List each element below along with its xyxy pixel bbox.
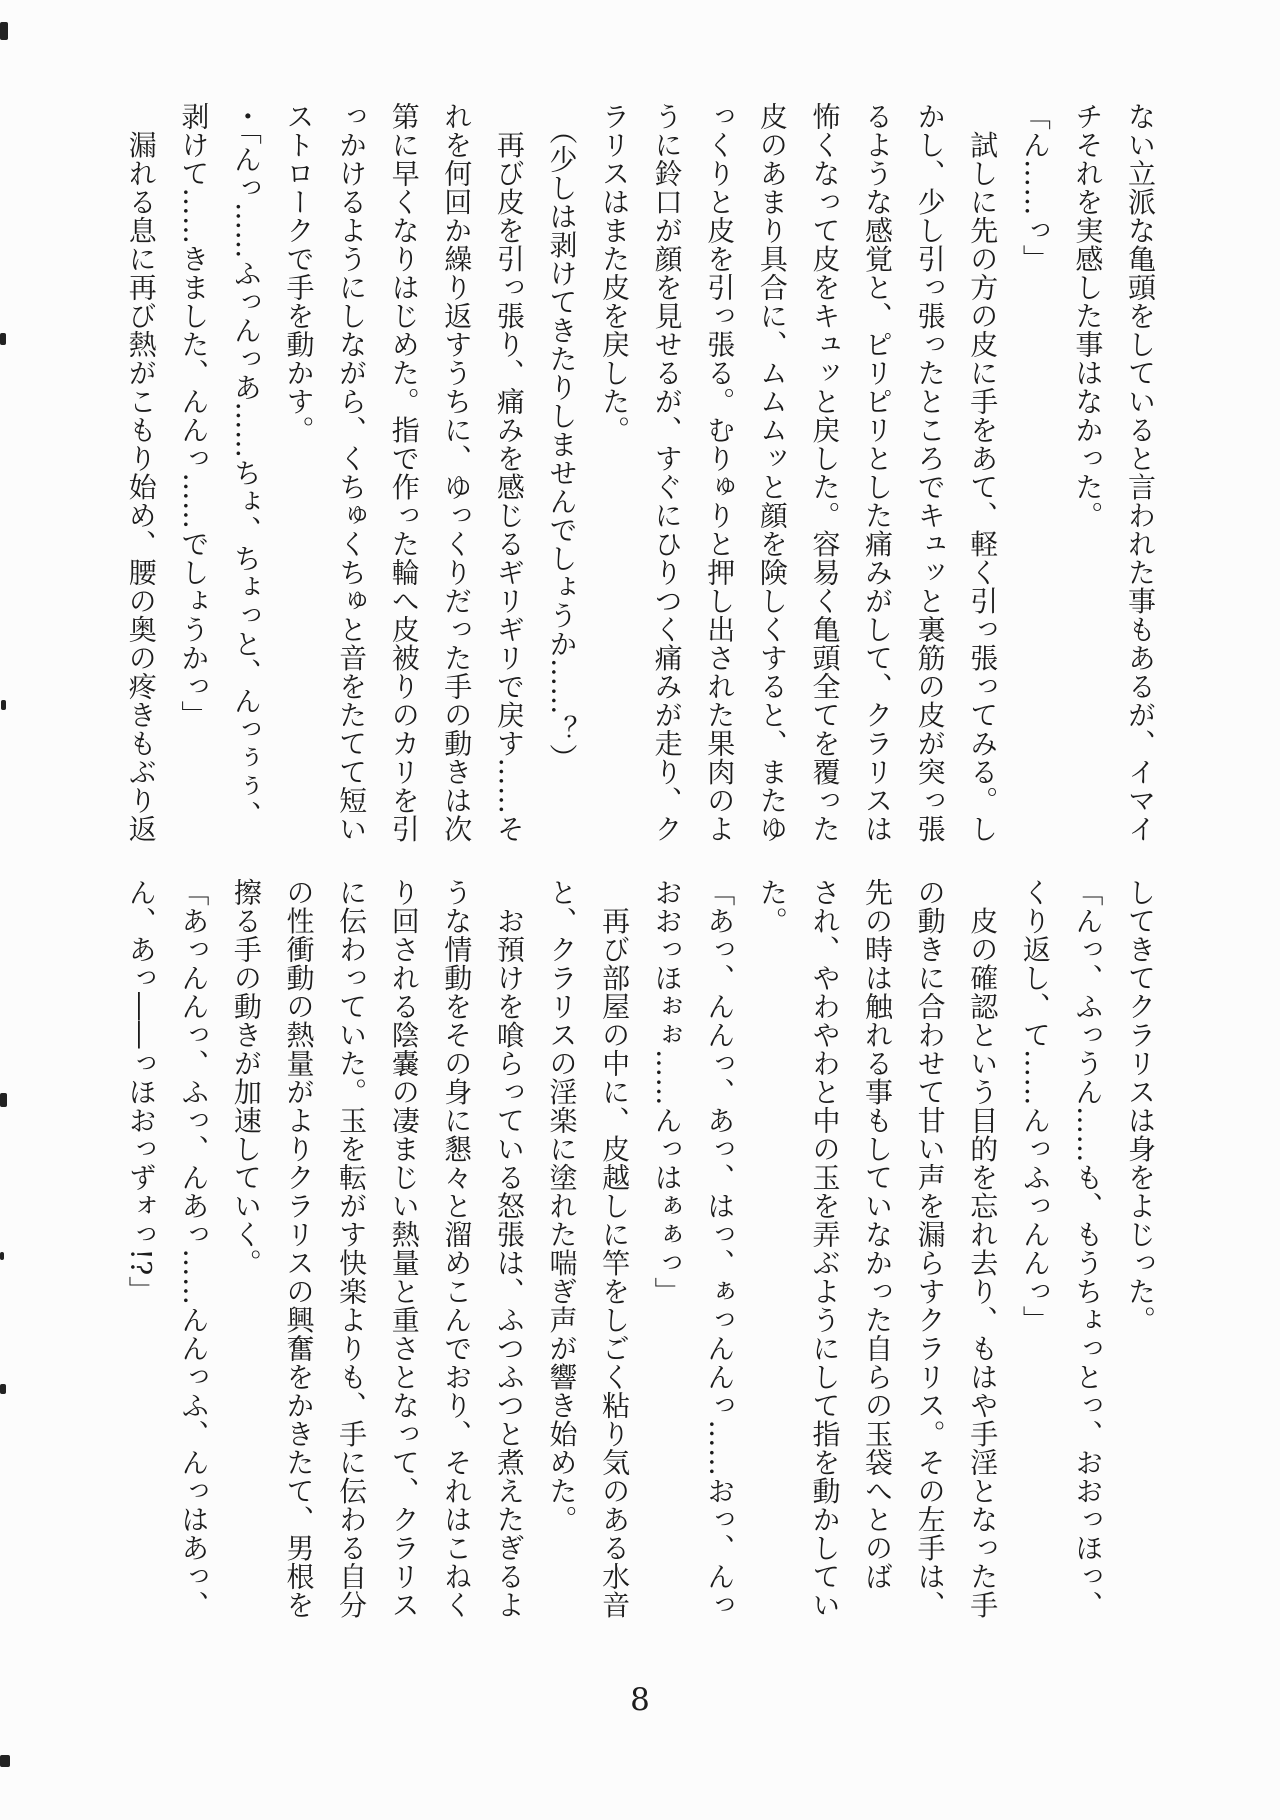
text-column: され、やわやわと中の玉を弄ぶようにして指を動かしてい: [808, 878, 842, 1619]
text-column: してきてクラリスは身をよじった。: [1124, 878, 1157, 1334]
text-column: の性衝動の熱量がよりクラリスの興奮をかきたて、男根を: [282, 878, 316, 1619]
top-text-block: [114, 102, 1166, 850]
text-column: 怖くなって皮をキュッと戻した。容易く亀頭全てを覆った: [808, 102, 842, 843]
text-column: おおっほぉぉ……んっはぁぁっ」: [650, 878, 684, 1306]
text-column: れを何回か繰り返すうちに、ゆっくりだった手の動きは次: [440, 102, 474, 843]
scan-artifact: [0, 22, 8, 40]
scan-artifact: [0, 1093, 7, 1107]
text-column: に伝わっていた。玉を転がす快楽よりも、手に伝わる自分: [335, 878, 369, 1619]
text-column: ・「んっ……ふっんっあ……ちょ、ちょっと、んっぅぅ、: [229, 102, 263, 829]
text-column: 皮の確認という目的を忘れ去り、もはや手淫となった手: [966, 878, 1000, 1619]
scan-artifact: [1, 700, 6, 710]
page-number: 8: [630, 1682, 650, 1718]
text-column: っかけるようにしながら、くちゅくちゅと音をたてて短い: [335, 102, 369, 843]
text-column: 先の時は触れる事もしていなかった自らの玉袋へとのば: [861, 878, 895, 1591]
text-column: の動きに合わせて甘い声を漏らすクラリス。その左手は、: [913, 878, 947, 1619]
text-column: かし、少し引っ張ったところでキュッと裏筋の皮が突っ張: [913, 102, 947, 843]
text-column: 再び部屋の中に、皮越しに竿をしごく粘り気のある水音: [598, 878, 632, 1619]
text-column: と、クラリスの淫楽に塗れた喘ぎ声が響き始めた。: [545, 878, 579, 1534]
text-column: うに鈴口が顔を見せるが、すぐにひりつく痛みが走り、ク: [650, 102, 684, 843]
text-column: ん、あっ――っほおっずォっ!?」: [124, 878, 158, 1305]
text-column: 再び皮を引っ張り、痛みを感じるギリギリで戻す……そ: [492, 102, 526, 843]
text-column: 擦る手の動きが加速していく。: [229, 878, 263, 1277]
scan-artifact: [0, 333, 6, 345]
bottom-text-block: [114, 878, 1166, 1630]
scan-artifact: [0, 1755, 10, 1767]
text-column: っくりと皮を引っ張る。むりゅりと押し出された果肉のよ: [703, 102, 737, 843]
text-column: チそれを実感した事はなかった。: [1071, 102, 1105, 530]
text-column: 試しに先の方の皮に手をあて、軽く引っ張ってみる。し: [966, 102, 1000, 843]
text-column: ラリスはまた皮を戻した。: [598, 102, 632, 444]
text-column: お預けを喰らっている怒張は、ふつふつと煮えたぎるよ: [492, 878, 526, 1619]
text-column: くり返し、て……んっふっんんっ」: [1018, 878, 1052, 1334]
scan-artifact: [0, 1384, 6, 1394]
text-column: り回される陰嚢の凄まじい熱量と重さとなって、クラリス: [387, 878, 421, 1619]
text-column: 「あっんんっ、ふっ、んあっ……んんっふ、んっはあっ、: [177, 878, 211, 1619]
text-column: るような感覚と、ピリピリとした痛みがして、クラリスは: [861, 102, 895, 843]
scan-artifact: [0, 1252, 4, 1260]
text-column: 皮のあまり具合に、ムムムッと顔を険しくすると、またゆ: [755, 102, 789, 843]
text-column: た。: [755, 878, 789, 935]
text-column: 「あっ、んんっ、あっ、はっ、ぁっんんっ……おっ、んっ: [703, 878, 737, 1619]
text-column: 剥けて……きました、んんっ……でしょうかっ」: [177, 102, 211, 729]
text-column: 「ん……っ」: [1018, 102, 1052, 273]
text-column: （少しは剥けてきたりしませんでしょうか……？）: [545, 102, 579, 772]
text-column: 「んっ、ふっうん……も、もうちょっとっ、おおっほっ、: [1071, 878, 1105, 1619]
text-column: うな情動をその身に懇々と溜めこんでおり、それはこねく: [440, 878, 474, 1619]
text-column: 第に早くなりはじめた。指で作った輪へ皮被りのカリを引: [387, 102, 421, 843]
text-column: ストロークで手を動かす。: [282, 102, 316, 444]
text-column: 漏れる息に再び熱がこもり始め、腰の奥の疼きもぶり返: [124, 102, 158, 843]
text-column: ない立派な亀頭をしていると言われた事もあるが、イマイ: [1124, 102, 1157, 843]
